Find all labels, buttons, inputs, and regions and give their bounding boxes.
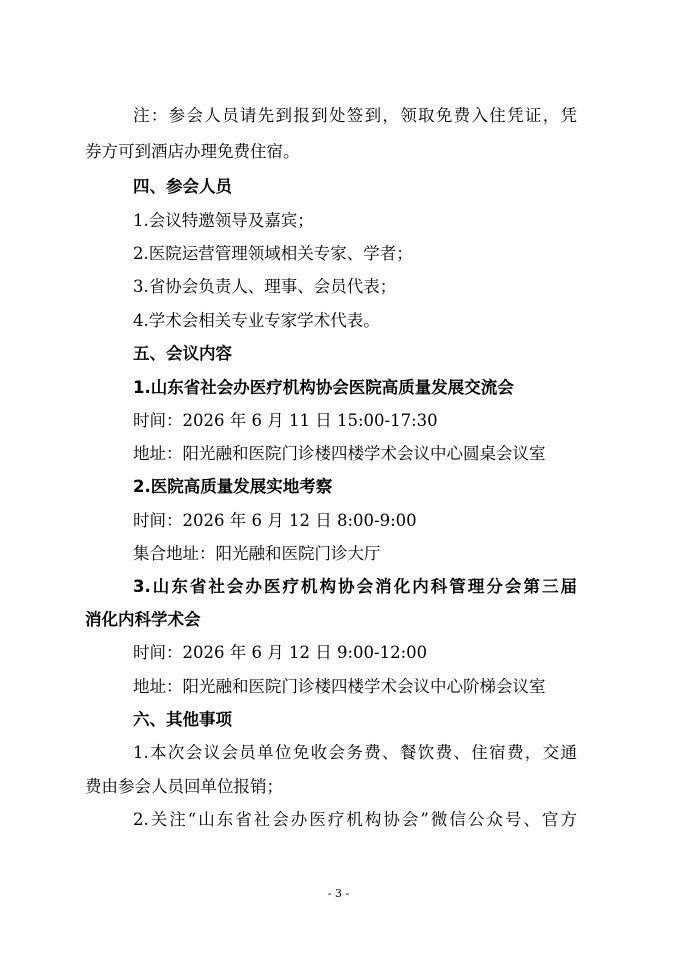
section-4-item-1: 1.会议特邀领导及嘉宾； — [133, 211, 314, 230]
section-4-item-2: 2.医院运营管理领域相关专家、学者； — [133, 244, 413, 263]
section-5-heading: 五、会议内容 — [133, 344, 232, 363]
section-4-item-3: 3.省协会负责人、理事、会员代表； — [133, 277, 397, 296]
section-4-item-4: 4.学术会相关专业专家学术代表。 — [133, 311, 380, 330]
section-6-item-1-line-1: 1.本次会议会员单位免收会务费、餐饮费、住宿费，交通 — [133, 743, 577, 762]
event-3-address: 地址：阳光融和医院门诊楼四楼学术会议中心阶梯会议室 — [133, 677, 546, 696]
note-line-2: 券方可到酒店办理免费住宿。 — [85, 142, 300, 161]
event-1-address: 地址：阳光融和医院门诊楼四楼学术会议中心圆桌会议室 — [133, 444, 546, 463]
event-1-time: 时间：2026 年 6 月 11 日 15:00-17:30 — [133, 411, 438, 430]
section-6-heading: 六、其他事项 — [133, 710, 232, 729]
event-2-title: 2.医院高质量发展实地考察 — [133, 477, 333, 496]
event-2-address: 集合地址：阳光融和医院门诊大厅 — [133, 544, 381, 563]
section-6-item-2-line-1: 2.关注“山东省社会办医疗机构协会”微信公众号、官方 — [133, 810, 577, 829]
event-3-title-line-2: 消化内科学术会 — [85, 610, 201, 629]
event-1-title: 1.山东省社会办医疗机构协会医院高质量发展交流会 — [133, 378, 514, 397]
event-3-time: 时间：2026 年 6 月 12 日 9:00-12:00 — [133, 643, 428, 662]
event-2-time: 时间：2026 年 6 月 12 日 8:00-9:00 — [133, 511, 417, 530]
note-line-1: 注：参会人员请先到报到处签到，领取免费入住凭证，凭 — [133, 106, 577, 125]
section-4-heading: 四、参会人员 — [133, 177, 232, 196]
section-6-item-1-line-2: 费由参会人员回单位报销； — [85, 777, 283, 796]
page-number: - 3 - — [327, 887, 350, 900]
event-3-title-line-1: 3.山东省社会办医疗机构协会消化内科管理分会第三届 — [133, 577, 577, 596]
